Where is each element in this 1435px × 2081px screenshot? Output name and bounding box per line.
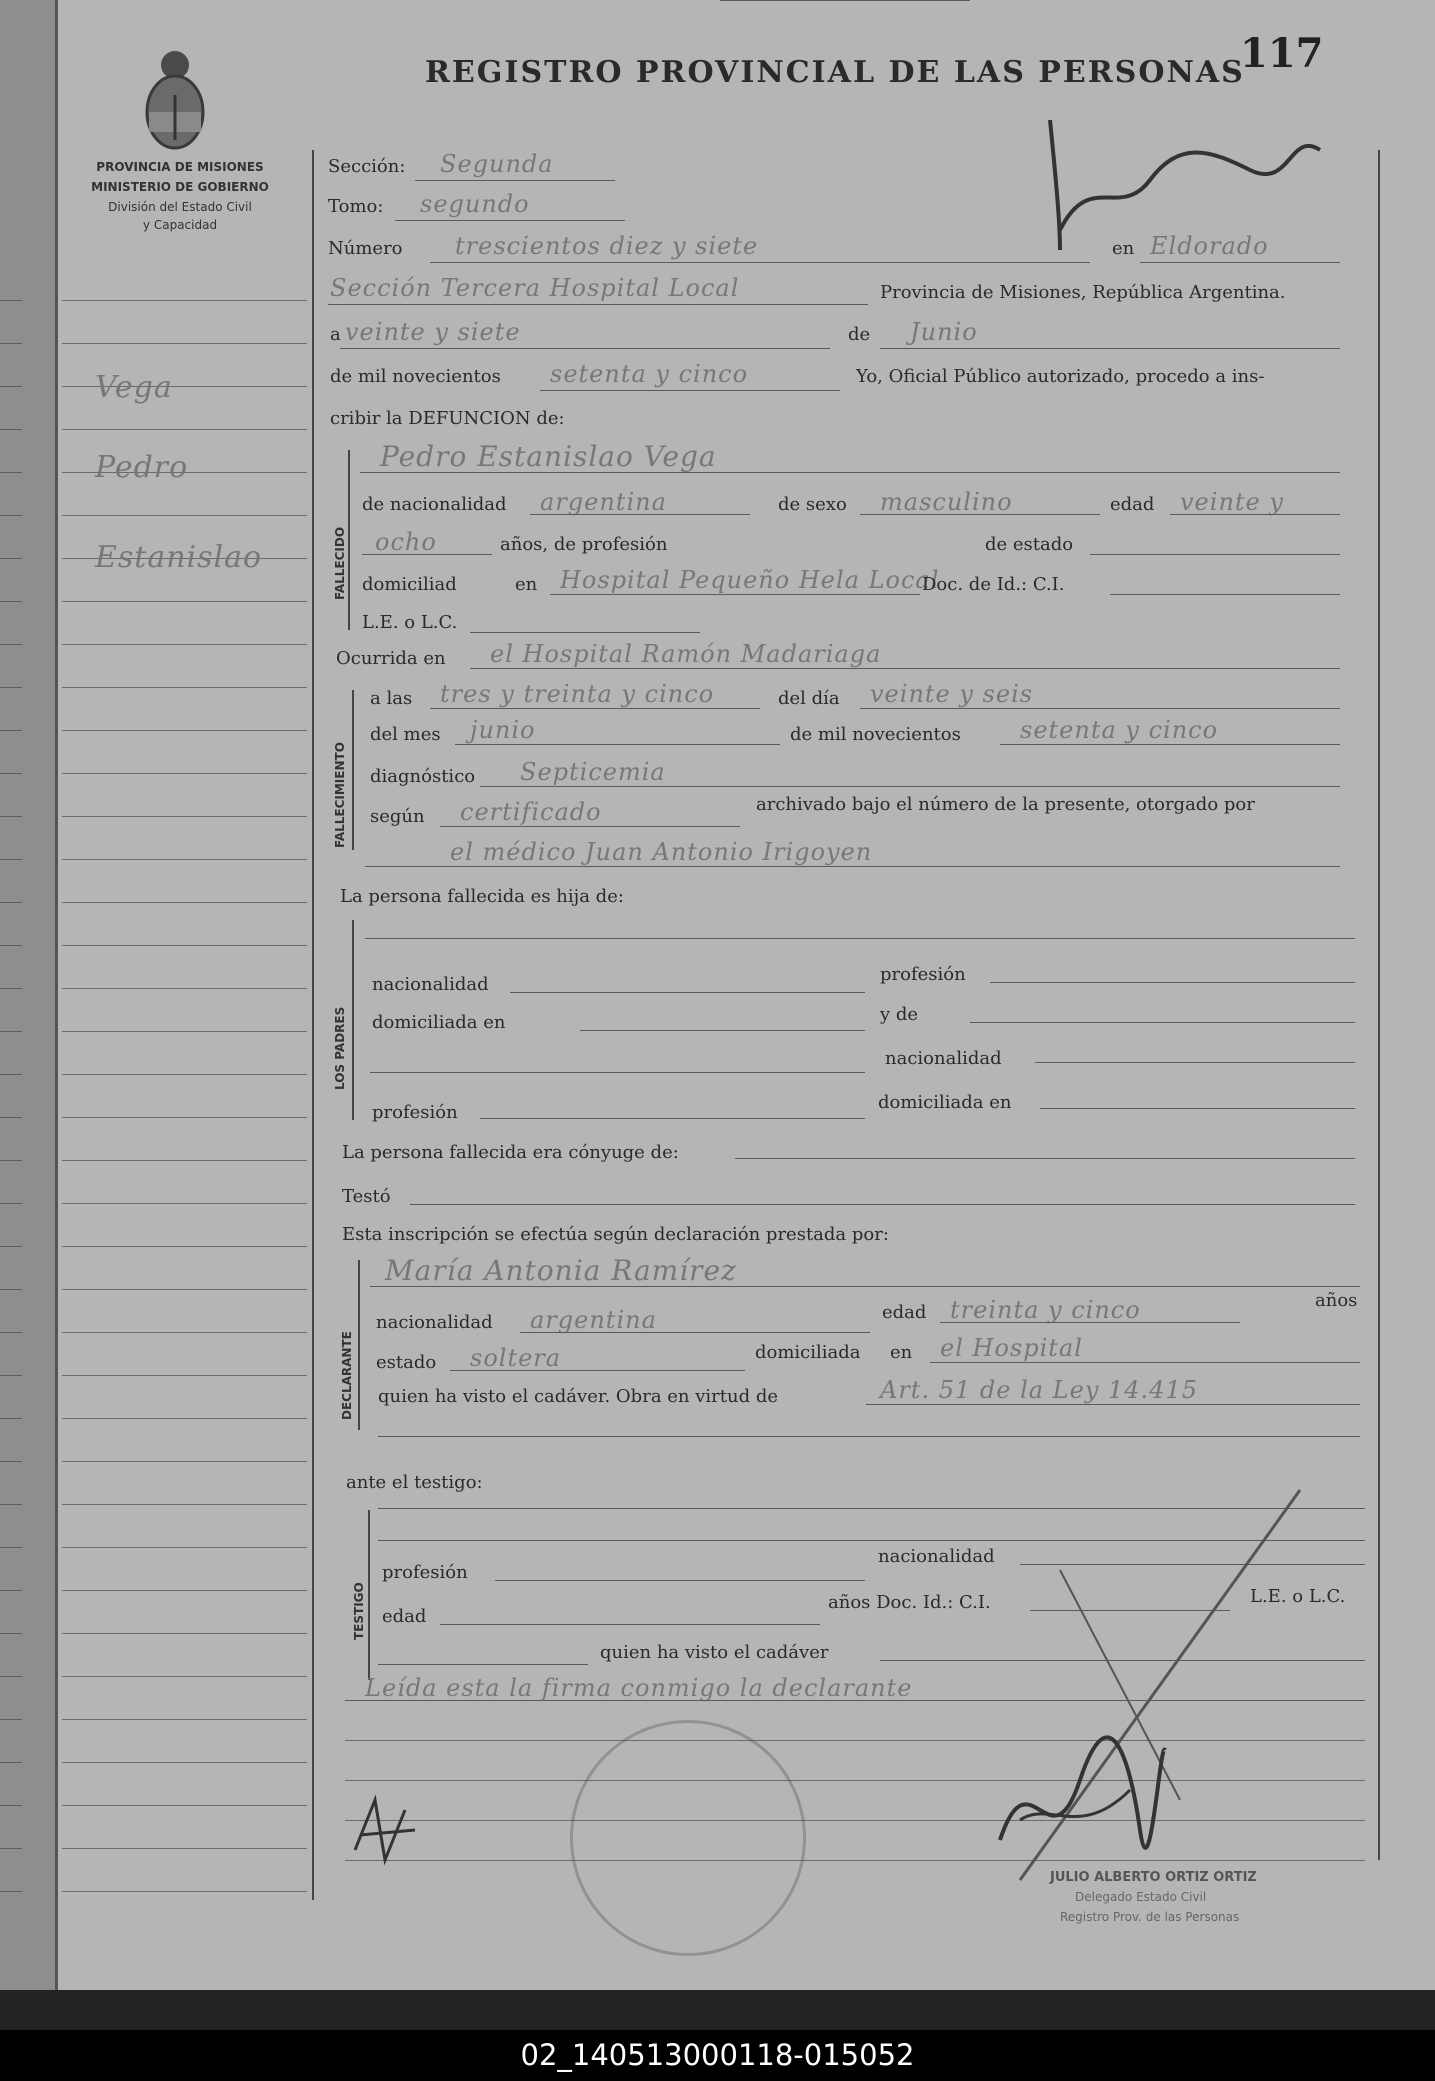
en-label: en bbox=[1112, 238, 1135, 259]
domicilio-en-label: en bbox=[515, 574, 538, 595]
mother-name-line bbox=[370, 1072, 865, 1073]
margin-ruled-line bbox=[62, 1762, 307, 1763]
spine-ruled-line bbox=[0, 1074, 22, 1075]
spine-ruled-line bbox=[0, 902, 22, 903]
testigo-profesion-line bbox=[495, 1580, 865, 1581]
hora-value: tres y treinta y cinco bbox=[440, 680, 715, 708]
spine-ruled-line bbox=[0, 1590, 22, 1591]
dia2-value: veinte y seis bbox=[870, 680, 1034, 708]
padre-domicilio-label: domiciliada en bbox=[372, 1012, 506, 1033]
seccion-value: Segunda bbox=[440, 150, 554, 178]
image-caption: 02_140513000118-015052 bbox=[0, 2030, 1435, 2081]
declarante-line bbox=[370, 1286, 1360, 1287]
margin-ruled-line bbox=[62, 1719, 307, 1720]
en-value: Eldorado bbox=[1150, 232, 1269, 260]
coat-of-arms-icon bbox=[135, 40, 215, 155]
margin-ruled-line bbox=[62, 1461, 307, 1462]
profesion-line bbox=[720, 0, 970, 1]
segun-value: certificado bbox=[460, 798, 602, 826]
le-lc-label: L.E. o L.C. bbox=[362, 612, 458, 633]
edad-value: veinte y bbox=[1180, 488, 1284, 516]
declarante-bracket bbox=[358, 1260, 360, 1430]
nota-value: Leída esta la firma conmigo la declarante bbox=[365, 1674, 913, 1702]
margin-ruled-line bbox=[62, 859, 307, 860]
spine-ruled-line bbox=[0, 1332, 22, 1333]
sexo-value: masculino bbox=[880, 488, 1013, 516]
spine-ruled-line bbox=[0, 1676, 22, 1677]
padre-domicilio-line bbox=[580, 1030, 865, 1031]
margin-ruled-line bbox=[62, 773, 307, 774]
edad2-line bbox=[362, 554, 492, 555]
a-las-label: a las bbox=[370, 688, 413, 709]
hija-de-label: La persona fallecida es hija de: bbox=[340, 886, 624, 907]
testigo-edad-label: edad bbox=[382, 1606, 427, 1627]
margin-ruled-line bbox=[62, 1289, 307, 1290]
mes-value: Junio bbox=[910, 318, 978, 346]
testigo-nacionalidad-label: nacionalidad bbox=[878, 1546, 995, 1567]
y-de-line bbox=[970, 1022, 1355, 1023]
initials-signature-icon bbox=[345, 1790, 425, 1870]
spine-ruled-line bbox=[0, 558, 22, 559]
official-stamp bbox=[570, 1720, 806, 1956]
margin-ruled-line bbox=[62, 1805, 307, 1806]
decl-edad-label: edad bbox=[882, 1302, 927, 1323]
spine-ruled-line bbox=[0, 1891, 22, 1892]
doc-id-line bbox=[1110, 594, 1340, 595]
name-line bbox=[360, 472, 1340, 473]
sexo-label: de sexo bbox=[778, 494, 847, 515]
margin-ruled-line bbox=[62, 429, 307, 430]
signer-title-1: Delegado Estado Civil bbox=[1075, 1890, 1207, 1904]
madre-nacionalidad-line bbox=[1035, 1062, 1355, 1063]
hora-line bbox=[430, 708, 760, 709]
division-heading: División del Estado Civil bbox=[108, 200, 252, 214]
dia2-line bbox=[860, 708, 1340, 709]
margin-ruled-line bbox=[62, 1375, 307, 1376]
mes-line bbox=[880, 348, 1340, 349]
margin-ruled-line bbox=[62, 687, 307, 688]
numero-label: Número bbox=[328, 238, 403, 259]
mes2-value: junio bbox=[470, 716, 536, 744]
tomo-line bbox=[395, 220, 625, 221]
inscripcion-label: Esta inscripción se efectúa según declaración prestada por: bbox=[342, 1224, 889, 1245]
spine-ruled-line bbox=[0, 859, 22, 860]
decl-extra-line bbox=[378, 1436, 1360, 1437]
margin-ruled-line bbox=[62, 1418, 307, 1419]
spine-ruled-line bbox=[0, 945, 22, 946]
numero-value: trescientos diez y siete bbox=[455, 232, 759, 260]
nacionalidad-line bbox=[530, 514, 750, 515]
margin-ruled-line bbox=[62, 816, 307, 817]
spine-ruled-line bbox=[0, 1418, 22, 1419]
margin-name-2: Estanislao bbox=[95, 540, 263, 575]
spine-ruled-line bbox=[0, 1375, 22, 1376]
de-label: de bbox=[848, 324, 871, 345]
spine-ruled-line bbox=[0, 730, 22, 731]
numero-line bbox=[430, 262, 1090, 263]
le-lc-line bbox=[470, 632, 700, 633]
margin-ruled-line bbox=[62, 1203, 307, 1204]
spine-ruled-line bbox=[0, 1719, 22, 1720]
margin-ruled-line bbox=[62, 1547, 307, 1548]
del-dia-label: del día bbox=[778, 688, 840, 709]
padre-profesion-line bbox=[990, 982, 1355, 983]
margin-ruled-line bbox=[62, 945, 307, 946]
spine-ruled-line bbox=[0, 1805, 22, 1806]
edad-value-2: ocho bbox=[375, 528, 437, 556]
testigo-profesion-label: profesión bbox=[382, 1562, 468, 1583]
de-mil2-label: de mil novecientos bbox=[790, 724, 961, 745]
segun-label: según bbox=[370, 806, 425, 827]
diagnostico-value: Septicemia bbox=[520, 758, 666, 786]
spine-ruled-line bbox=[0, 644, 22, 645]
medico-value: el médico Juan Antonio Irigoyen bbox=[450, 838, 873, 866]
spine-ruled-line bbox=[0, 1547, 22, 1548]
main-vertical-rule bbox=[312, 150, 314, 1900]
margin-ruled-line bbox=[62, 730, 307, 731]
margin-ruled-line bbox=[62, 1074, 307, 1075]
inscribir-label: cribir la DEFUNCION de: bbox=[330, 408, 565, 429]
margin-ruled-line bbox=[62, 1633, 307, 1634]
estado-label: de estado bbox=[985, 534, 1074, 555]
testigo-bracket bbox=[368, 1510, 370, 1680]
tomo-label: Tomo: bbox=[328, 196, 384, 217]
margin-ruled-line bbox=[62, 601, 307, 602]
padres-bracket bbox=[352, 920, 354, 1120]
edad-line bbox=[1170, 514, 1340, 515]
testigo-edad-line bbox=[440, 1624, 820, 1625]
ocurrida-label: Ocurrida en bbox=[336, 648, 446, 669]
anio-value: setenta y cinco bbox=[550, 360, 749, 388]
ministry-heading: MINISTERIO DE GOBIERNO bbox=[91, 180, 269, 194]
scan-edge bbox=[0, 1990, 1435, 2030]
diagnostico-line bbox=[480, 786, 1340, 787]
decl-nacionalidad-label: nacionalidad bbox=[376, 1312, 493, 1333]
padre-nacionalidad-label: nacionalidad bbox=[372, 974, 489, 995]
right-vertical-rule bbox=[1378, 150, 1380, 1860]
madre-profesion-line bbox=[480, 1118, 865, 1119]
margin-ruled-line bbox=[62, 1332, 307, 1333]
anio2-value: setenta y cinco bbox=[1020, 716, 1219, 744]
spine-ruled-line bbox=[0, 1117, 22, 1118]
spine-ruled-line bbox=[0, 1461, 22, 1462]
decl-estado-label: estado bbox=[376, 1352, 437, 1373]
margin-ruled-line bbox=[62, 300, 307, 301]
padres-section-label: LOS PADRES bbox=[333, 1006, 347, 1090]
padre-profesion-label: profesión bbox=[880, 964, 966, 985]
doc-id-label: Doc. de Id.: C.I. bbox=[922, 574, 1065, 595]
fallecido-section-label: FALLECIDO bbox=[333, 526, 347, 600]
fallecimiento-bracket bbox=[352, 690, 354, 850]
spine-ruled-line bbox=[0, 988, 22, 989]
dia-line bbox=[340, 348, 830, 349]
signer-name: JULIO ALBERTO ORTIZ ORTIZ bbox=[1050, 1870, 1257, 1885]
spine-ruled-line bbox=[0, 1504, 22, 1505]
testigo-cadaver-label: quien ha visto el cadáver bbox=[600, 1642, 829, 1663]
declarante-name: María Antonia Ramírez bbox=[385, 1254, 737, 1287]
anio2-line bbox=[1000, 744, 1340, 745]
domicilio-label: domiciliad bbox=[362, 574, 457, 595]
book-spine bbox=[0, 0, 58, 1990]
y-de-label: y de bbox=[880, 1004, 919, 1025]
margin-ruled-line bbox=[62, 1504, 307, 1505]
signer-title-2: Registro Prov. de las Personas bbox=[1060, 1910, 1240, 1924]
decl-estado-value: soltera bbox=[470, 1344, 562, 1372]
decl-edad-value: treinta y cinco bbox=[950, 1296, 1141, 1324]
spine-ruled-line bbox=[0, 1762, 22, 1763]
margin-ruled-line bbox=[62, 1246, 307, 1247]
decl-en-label: en bbox=[890, 1342, 913, 1363]
en-line bbox=[1140, 262, 1340, 263]
cadaver-label: quien ha visto el cadáver. Obra en virtud de bbox=[378, 1386, 779, 1407]
spine-ruled-line bbox=[0, 515, 22, 516]
fallecimiento-section-label: FALLECIMIENTO bbox=[333, 742, 347, 848]
spine-ruled-line bbox=[0, 1203, 22, 1204]
conyuge-label: La persona fallecida era cónyuge de: bbox=[342, 1142, 679, 1163]
segun-line bbox=[440, 826, 740, 827]
spine-ruled-line bbox=[0, 601, 22, 602]
madre-domicilio-line bbox=[1040, 1108, 1355, 1109]
header-signature-icon bbox=[1030, 110, 1330, 260]
ocurrida-line bbox=[470, 668, 1340, 669]
padre-nacionalidad-line bbox=[510, 992, 865, 993]
fallecido-bracket bbox=[348, 450, 350, 630]
margin-name-1: Pedro bbox=[95, 450, 189, 485]
spine-ruled-line bbox=[0, 1160, 22, 1161]
obra-line bbox=[866, 1404, 1360, 1405]
registrar-signature-icon bbox=[990, 1720, 1170, 1870]
deceased-name: Pedro Estanislao Vega bbox=[380, 440, 717, 473]
dia-value: veinte y siete bbox=[345, 318, 521, 346]
margin-ruled-line bbox=[62, 1117, 307, 1118]
margin-ruled-line bbox=[62, 1676, 307, 1677]
spine-ruled-line bbox=[0, 429, 22, 430]
a-label: a bbox=[330, 324, 341, 345]
father-name-line bbox=[365, 938, 1355, 939]
division-heading-2: y Capacidad bbox=[142, 218, 218, 232]
archivado-label: archivado bajo el número de la presente, otorgado por bbox=[756, 794, 1255, 815]
madre-nacionalidad-label: nacionalidad bbox=[885, 1048, 1002, 1069]
madre-profesion-label: profesión bbox=[372, 1102, 458, 1123]
diagnostico-label: diagnóstico bbox=[370, 766, 476, 787]
estado-line bbox=[1090, 554, 1340, 555]
spine-ruled-line bbox=[0, 1289, 22, 1290]
anio-line bbox=[540, 390, 840, 391]
decl-domicilio-label: domiciliada bbox=[755, 1342, 861, 1363]
de-mil-label: de mil novecientos bbox=[330, 366, 501, 387]
margin-ruled-line bbox=[62, 644, 307, 645]
decl-nacionalidad-line bbox=[520, 1332, 870, 1333]
tomo-value: segundo bbox=[420, 190, 530, 218]
decl-domicilio-line bbox=[930, 1362, 1360, 1363]
oficial-label: Yo, Oficial Público autorizado, procedo a ins- bbox=[856, 366, 1265, 387]
decl-nacionalidad-value: argentina bbox=[530, 1306, 657, 1334]
declarante-section-label: DECLARANTE bbox=[340, 1331, 354, 1420]
margin-ruled-line bbox=[62, 1160, 307, 1161]
margin-ruled-line bbox=[62, 1031, 307, 1032]
testigo-le-label: L.E. o L.C. bbox=[1250, 1586, 1346, 1607]
testo-label: Testó bbox=[342, 1186, 391, 1207]
decl-domicilio-value: el Hospital bbox=[940, 1334, 1083, 1362]
spine-ruled-line bbox=[0, 816, 22, 817]
testigo-section-label: TESTIGO bbox=[352, 1582, 366, 1640]
testo-line bbox=[410, 1204, 1355, 1205]
margin-ruled-line bbox=[62, 1891, 307, 1892]
provincia-label: Provincia de Misiones, República Argentina. bbox=[880, 282, 1286, 303]
ante-testigo-label: ante el testigo: bbox=[346, 1472, 483, 1493]
medico-line bbox=[365, 866, 1340, 867]
margin-ruled-line bbox=[62, 343, 307, 344]
nacionalidad-value: argentina bbox=[540, 488, 667, 516]
ocurrida-value: el Hospital Ramón Madariaga bbox=[490, 640, 882, 668]
nacionalidad-label: de nacionalidad bbox=[362, 494, 507, 515]
decl-anos-label: años bbox=[1315, 1290, 1358, 1311]
obra-value: Art. 51 de la Ley 14.415 bbox=[880, 1376, 1198, 1404]
domicilio-line bbox=[550, 594, 920, 595]
spine-ruled-line bbox=[0, 1246, 22, 1247]
margin-ruled-line bbox=[62, 1590, 307, 1591]
spine-ruled-line bbox=[0, 1633, 22, 1634]
spine-ruled-line bbox=[0, 386, 22, 387]
spine-ruled-line bbox=[0, 687, 22, 688]
testigo-doc-label: años Doc. Id.: C.I. bbox=[828, 1592, 991, 1613]
province-heading: PROVINCIA DE MISIONES bbox=[96, 160, 264, 174]
margin-ruled-line bbox=[62, 1848, 307, 1849]
del-mes-label: del mes bbox=[370, 724, 441, 745]
margin-surname: Vega bbox=[95, 370, 173, 405]
decl-estado-line bbox=[450, 1370, 745, 1371]
spine-ruled-line bbox=[0, 300, 22, 301]
edad-label: edad bbox=[1110, 494, 1155, 515]
margin-ruled-line bbox=[62, 902, 307, 903]
domicilio-value: Hospital Pequeño Hela Local bbox=[560, 566, 940, 594]
spine-ruled-line bbox=[0, 343, 22, 344]
spine-ruled-line bbox=[0, 1848, 22, 1849]
folio-number: 117 bbox=[1240, 30, 1324, 77]
page-title: REGISTRO PROVINCIAL DE LAS PERSONAS bbox=[425, 55, 1245, 90]
margin-ruled-line bbox=[62, 515, 307, 516]
mes2-line bbox=[455, 744, 780, 745]
spine-ruled-line bbox=[0, 773, 22, 774]
margin-ruled-line bbox=[62, 988, 307, 989]
madre-domicilio-label: domiciliada en bbox=[878, 1092, 1012, 1113]
lugar-line bbox=[328, 304, 868, 305]
seccion-line bbox=[415, 180, 615, 181]
profesion-label: años, de profesión bbox=[500, 534, 668, 555]
conyuge-line bbox=[735, 1158, 1355, 1159]
testigo-extra-line bbox=[378, 1664, 588, 1665]
lugar-value: Sección Tercera Hospital Local bbox=[330, 274, 740, 302]
decl-edad-line bbox=[940, 1322, 1240, 1323]
seccion-label: Sección: bbox=[328, 156, 406, 177]
spine-ruled-line bbox=[0, 1031, 22, 1032]
spine-ruled-line bbox=[0, 472, 22, 473]
sexo-line bbox=[860, 514, 1100, 515]
